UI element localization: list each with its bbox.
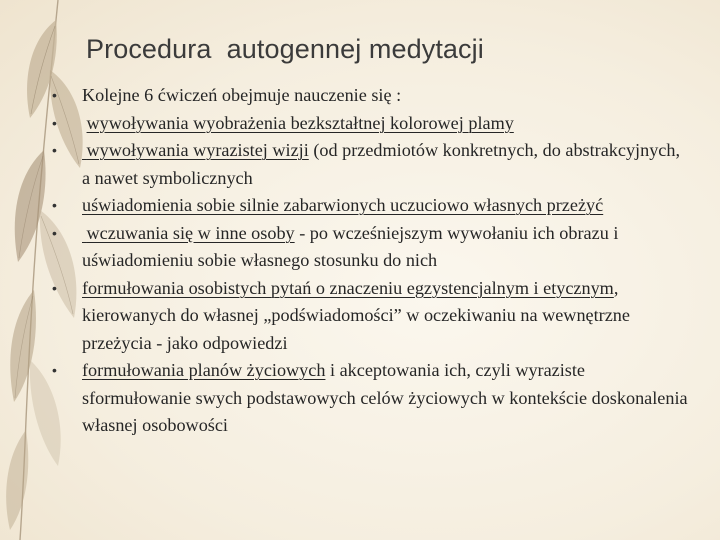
item-link[interactable]: formułowania osobistych pytań o znaczeniu egzystencjalnym i etycznym bbox=[82, 277, 614, 298]
bullet-icon: • bbox=[52, 142, 57, 158]
list-item bbox=[52, 192, 692, 220]
page-title: Procedura autogennej medytacji bbox=[86, 34, 484, 64]
bullet-icon: • bbox=[52, 87, 57, 103]
item-text: Kolejne 6 ćwiczeń obejmuje nauczenie się : bbox=[82, 85, 402, 105]
list-item bbox=[52, 137, 692, 192]
item-link[interactable]: wywoływania wyrazistej wizji bbox=[86, 140, 309, 160]
list-item bbox=[52, 357, 692, 440]
item-link[interactable]: wywoływania wyobrażenia bezkształtnej kolorowej plamy bbox=[86, 112, 514, 133]
list-item bbox=[52, 275, 692, 358]
item-link[interactable]: uświadomienia sobie silnie zabarwionych uczuciowo własnych przeżyć bbox=[82, 195, 604, 215]
list-item bbox=[52, 220, 692, 275]
bullet-icon: • bbox=[52, 114, 57, 131]
item-link[interactable]: wczuwania się w inne osoby bbox=[86, 222, 295, 243]
bullet-icon: • bbox=[52, 279, 57, 296]
bullet-icon: • bbox=[52, 197, 57, 213]
list-item bbox=[52, 110, 692, 138]
bullet-icon: • bbox=[52, 224, 57, 241]
bullet-list bbox=[52, 82, 692, 440]
item-text: i akceptowania ich, czyli wyraziste sformułowanie swych podstawowych celów życiowych w kontekście doskonalenia własnej osobowości bbox=[82, 360, 688, 435]
item-text: - po wcześniejszym wywołaniu ich obrazu i uświadomieniu sobie własnego stosunku do nich bbox=[82, 222, 619, 270]
item-text: (od przedmiotów konkretnych, do abstrakcyjnych, a nawet symbolicznych bbox=[82, 140, 681, 188]
item-link[interactable]: formułowania planów życiowych bbox=[82, 360, 326, 380]
bullet-icon: • bbox=[52, 362, 57, 378]
item-text: , kierowanych do własnej „podświadomości” w oczekiwaniu na wewnętrzne przeżycia - jako odpowiedzi bbox=[82, 277, 630, 353]
list-item bbox=[52, 82, 692, 110]
